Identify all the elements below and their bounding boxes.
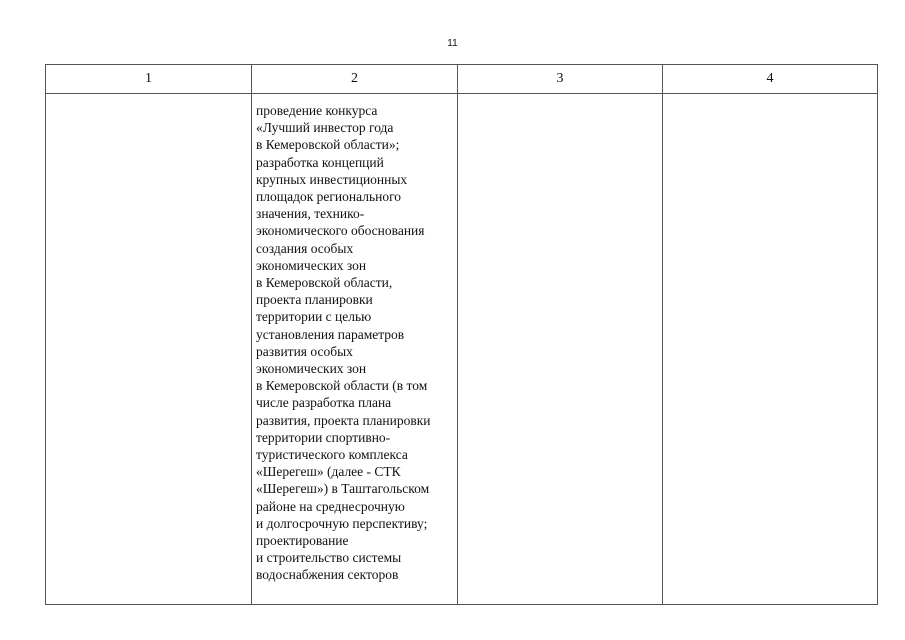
cell-text-line: экономического обоснования bbox=[256, 223, 425, 239]
cell-text-line: площадок регионального bbox=[256, 189, 402, 205]
cell-text-line: в Кемеровской области, bbox=[256, 275, 393, 291]
cell-text-line: в Кемеровской области»; bbox=[256, 137, 400, 153]
cell-col-1 bbox=[46, 94, 252, 605]
cell-text-line: территории спортивно- bbox=[256, 429, 391, 445]
cell-text-line: развития особых bbox=[256, 343, 353, 359]
column-header-1: 1 bbox=[46, 65, 252, 94]
cell-text-line: водоснабжения секторов bbox=[256, 567, 399, 583]
cell-text-line: развития, проекта планировки bbox=[256, 412, 431, 428]
cell-text-line: проектирование bbox=[256, 533, 349, 549]
cell-text-line: числе разработка плана bbox=[256, 395, 392, 411]
cell-text-line: «Лучший инвестор года bbox=[256, 120, 394, 136]
table-header-row bbox=[46, 65, 878, 94]
cell-text-line: «Шерегеш» (далее - СТК bbox=[256, 464, 401, 480]
cell-text-line: экономических зон bbox=[256, 257, 367, 273]
table-row bbox=[46, 94, 878, 605]
cell-text-line: крупных инвестиционных bbox=[256, 171, 408, 187]
cell-text-line: в Кемеровской области (в том bbox=[256, 378, 428, 394]
cell-text-line: значения, технико- bbox=[256, 206, 365, 222]
page-number: 11 bbox=[447, 38, 458, 49]
cell-text-line: проведение конкурса bbox=[256, 103, 378, 118]
cell-col-3 bbox=[458, 94, 663, 605]
cell-col-2 bbox=[252, 94, 458, 605]
cell-text-line: установления параметров bbox=[256, 326, 405, 342]
cell-text-line: и строительство системы bbox=[256, 550, 402, 566]
cell-text-line: территории с целью bbox=[256, 309, 372, 325]
column-header-4: 4 bbox=[663, 65, 878, 94]
cell-text-line: районе на среднесрочную bbox=[256, 498, 405, 514]
cell-text-line: разработка концепций bbox=[256, 154, 384, 170]
cell-text-line: туристического комплекса bbox=[256, 447, 408, 463]
cell-col-4 bbox=[663, 94, 878, 605]
cell-text-line: «Шерегеш») в Таштагольском bbox=[256, 481, 430, 497]
column-header-3: 3 bbox=[458, 65, 663, 94]
cell-text-line: проекта планировки bbox=[256, 292, 373, 308]
cell-text-line: создания особых bbox=[256, 240, 354, 256]
column-header-2: 2 bbox=[252, 65, 458, 94]
document-table bbox=[45, 64, 878, 605]
cell-text-line: экономических зон bbox=[256, 361, 367, 377]
cell-text-line: и долгосрочную перспективу; bbox=[256, 515, 428, 531]
